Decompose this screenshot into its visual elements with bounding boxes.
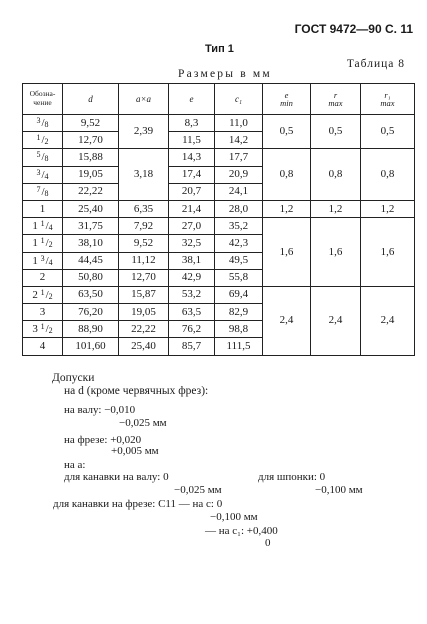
table-header-row (23, 84, 415, 115)
sizes-caption: Размеры в мм (178, 68, 272, 80)
r1-cell-merged: 1,6 (361, 218, 415, 287)
tolerance-shaft: на валу: −0,010 (64, 404, 136, 416)
tolerance-cutter-lower: +0,005 мм (111, 445, 159, 457)
col-header-a: a×a (119, 84, 169, 115)
tolerance-on-c1: — на c₁: +0,400 (205, 525, 278, 537)
c-cell: 38,1 (169, 252, 215, 269)
designation-cell: $^3$/4 (23, 166, 63, 183)
d-cell: 15,88 (63, 149, 119, 166)
d-cell: 19,05 (63, 166, 119, 183)
designation-cell: 3 (23, 304, 63, 321)
tolerance-cutter: на фрезе: +0,020 (64, 434, 142, 446)
tolerance-groove-cutter-lower: −0,100 мм (210, 511, 258, 523)
c1-cell: 111,5 (215, 338, 263, 355)
r-cell-merged: 2,4 (311, 286, 361, 355)
c1-cell: 20,9 (215, 166, 263, 183)
col-header-e-min: e min (263, 84, 311, 115)
col-header-c1: c₁ (215, 84, 263, 115)
tolerance-groove-shaft-lower: −0,025 мм (174, 484, 222, 496)
e-cell: 1,2 (263, 200, 311, 217)
table-row (23, 218, 415, 235)
a-cell: 6,35 (119, 200, 169, 217)
type-title: Тип 1 (205, 43, 234, 55)
c1-cell: 14,2 (215, 132, 263, 149)
d-cell: 63,50 (63, 286, 119, 303)
tolerances-title: Допуски (52, 372, 95, 384)
r1-cell-merged: 0,8 (361, 149, 415, 201)
d-cell: 9,52 (63, 115, 119, 132)
r-cell-merged: 1,6 (311, 218, 361, 287)
a-cell-merged: 3,18 (119, 149, 169, 201)
c-cell: 20,7 (169, 183, 215, 200)
c1-cell: 69,4 (215, 286, 263, 303)
c-cell: 14,3 (169, 149, 215, 166)
e-cell-merged: 0,5 (263, 115, 311, 149)
designation-cell: 1 $^1$/2 (23, 235, 63, 252)
table-row (23, 115, 415, 132)
d-cell: 88,90 (63, 321, 119, 338)
designation-cell: 1 (23, 200, 63, 217)
tolerance-shaft-lower: −0,025 мм (119, 417, 167, 429)
a-cell-merged: 2,39 (119, 115, 169, 149)
e-cell-merged: 2,4 (263, 286, 311, 355)
d-cell: 76,20 (63, 304, 119, 321)
r1-cell: 1,2 (361, 200, 415, 217)
c1-cell: 42,3 (215, 235, 263, 252)
a-cell: 25,40 (119, 338, 169, 355)
col-header-r-max: r max (311, 84, 361, 115)
col-header-d: d (63, 84, 119, 115)
d-cell: 22,22 (63, 183, 119, 200)
c1-cell: 35,2 (215, 218, 263, 235)
designation-cell: $^7$/8 (23, 183, 63, 200)
designation-cell: 3 $^1$/2 (23, 321, 63, 338)
d-cell: 38,10 (63, 235, 119, 252)
table-label: Таблица 8 (346, 58, 405, 70)
a-cell: 15,87 (119, 286, 169, 303)
table-row (23, 200, 415, 217)
c-cell: 11,5 (169, 132, 215, 149)
d-cell: 12,70 (63, 132, 119, 149)
c1-cell: 17,7 (215, 149, 263, 166)
tolerance-on-a: на a: (64, 459, 86, 471)
r-cell: 1,2 (311, 200, 361, 217)
r1-cell-merged: 0,5 (361, 115, 415, 149)
designation-cell: 1 $^1$/4 (23, 218, 63, 235)
designation-cell: 1 $^3$/4 (23, 252, 63, 269)
d-cell: 101,60 (63, 338, 119, 355)
r-cell-merged: 0,8 (311, 149, 361, 201)
r-cell-merged: 0,5 (311, 115, 361, 149)
c1-cell: 28,0 (215, 200, 263, 217)
a-cell: 19,05 (119, 304, 169, 321)
c1-cell: 49,5 (215, 252, 263, 269)
tolerance-groove-shaft: для канавки на валу: 0 (64, 471, 169, 483)
designation-cell: $^5$/8 (23, 149, 63, 166)
col-header-designation: Обозна- чение (23, 84, 63, 115)
a-cell: 11,12 (119, 252, 169, 269)
d-cell: 31,75 (63, 218, 119, 235)
table-row (23, 286, 415, 303)
e-cell-merged: 0,8 (263, 149, 311, 201)
dimensions-table (22, 83, 415, 356)
c-cell: 85,7 (169, 338, 215, 355)
tolerance-groove-cutter: для канавки на фрезе: C11 — на c: 0 (53, 498, 223, 510)
designation-cell: 2 (23, 269, 63, 286)
designation-cell: 2 $^1$/2 (23, 286, 63, 303)
c1-cell: 24,1 (215, 183, 263, 200)
designation-cell: 4 (23, 338, 63, 355)
c-cell: 17,4 (169, 166, 215, 183)
c1-cell: 98,8 (215, 321, 263, 338)
d-cell: 25,40 (63, 200, 119, 217)
page-header: ГОСТ 9472—90 С. 11 (294, 22, 413, 36)
c-cell: 76,2 (169, 321, 215, 338)
c1-cell: 55,8 (215, 269, 263, 286)
e-cell-merged: 1,6 (263, 218, 311, 287)
tolerance-key-lower: −0,100 мм (315, 484, 363, 496)
col-header-r1-max: r₁ max (361, 84, 415, 115)
c-cell: 21,4 (169, 200, 215, 217)
designation-cell: $^1$/2 (23, 132, 63, 149)
r1-cell-merged: 2,4 (361, 286, 415, 355)
d-cell: 44,45 (63, 252, 119, 269)
c-cell: 32,5 (169, 235, 215, 252)
col-header-c: e (169, 84, 215, 115)
c-cell: 63,5 (169, 304, 215, 321)
designation-cell: $^3$/8 (23, 115, 63, 132)
a-cell: 7,92 (119, 218, 169, 235)
c1-cell: 11,0 (215, 115, 263, 132)
d-cell: 50,80 (63, 269, 119, 286)
tolerance-on-c1-lower: 0 (265, 537, 271, 549)
c-cell: 27,0 (169, 218, 215, 235)
a-cell: 9,52 (119, 235, 169, 252)
c1-cell: 82,9 (215, 304, 263, 321)
c-cell: 8,3 (169, 115, 215, 132)
a-cell: 22,22 (119, 321, 169, 338)
tolerance-key: для шпонки: 0 (258, 471, 326, 483)
table-row (23, 149, 415, 166)
tolerance-on-d: на d (кроме червячных фрез): (64, 385, 209, 397)
c-cell: 42,9 (169, 269, 215, 286)
a-cell: 12,70 (119, 269, 169, 286)
c-cell: 53,2 (169, 286, 215, 303)
